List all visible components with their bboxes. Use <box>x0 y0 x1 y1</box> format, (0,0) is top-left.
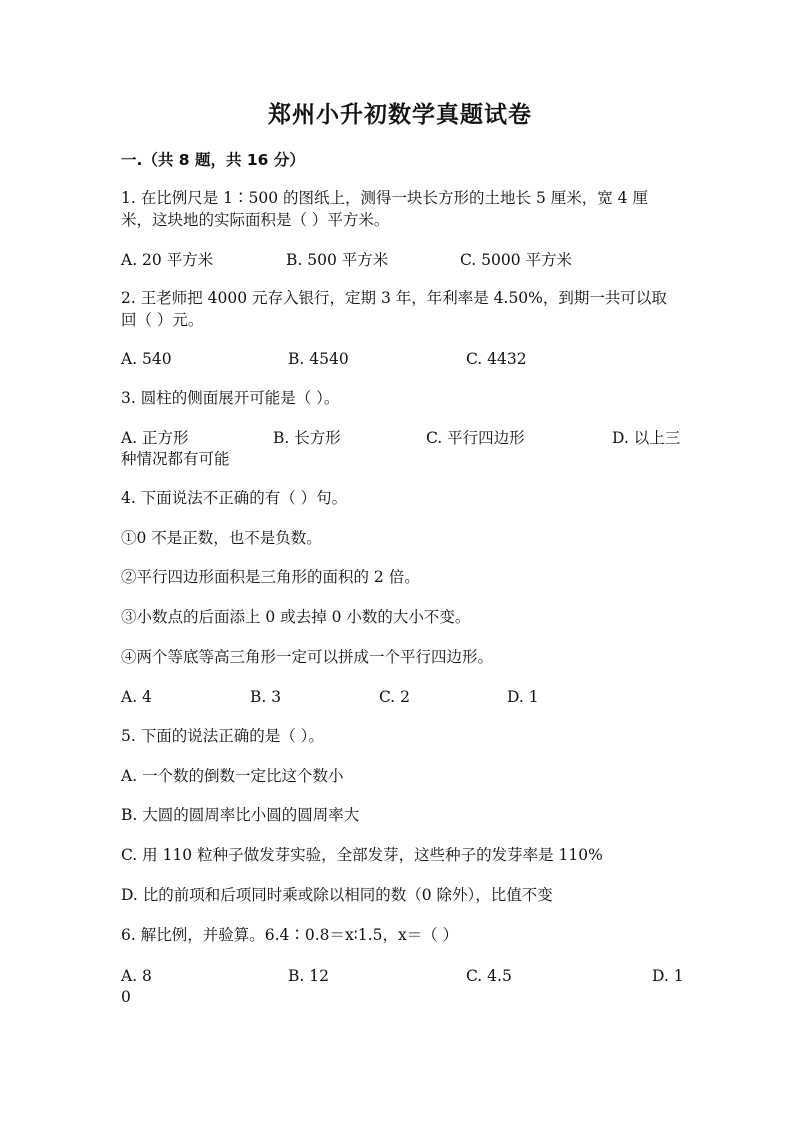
q5-option-c: C. 用 110 粒种子做发芽实验，全部发芽，这些种子的发芽率是 110% <box>121 846 603 864</box>
q4-option-d: D. 1 <box>507 688 539 706</box>
q1-option-a: A. 20 平方米 <box>121 251 214 269</box>
q6-option-d: D. 1 <box>652 967 684 985</box>
q3-option-c: C. 平行四边形 <box>426 429 525 447</box>
q1-option-b: B. 500 平方米 <box>286 251 389 269</box>
q6-option-c: C. 4.5 <box>466 967 512 985</box>
q4-statement-4: ④两个等底等高三角形一定可以拼成一个平行四边形。 <box>121 648 494 666</box>
q2-text-line2: 回（ ）元。 <box>121 311 204 329</box>
q2-text-line1: 2. 王老师把 4000 元存入银行，定期 3 年，年利率是 4.50%，到期一共可以取 <box>121 289 667 307</box>
q1-text-line2: 米，这块地的实际面积是（ ）平方米。 <box>121 211 390 229</box>
q6-text: 6. 解比例，并验算。6.4∶0.8＝x∶1.5，x＝（ ） <box>121 926 459 944</box>
q6-option-a: A. 8 <box>121 967 152 985</box>
q4-option-b: B. 3 <box>250 688 282 706</box>
q5-option-a: A. 一个数的倒数一定比这个数小 <box>121 767 344 785</box>
q3-option-a: A. 正方形 <box>121 429 189 447</box>
q2-option-c: C. 4432 <box>466 350 527 368</box>
q5-text: 5. 下面的说法正确的是（ ）。 <box>121 727 324 745</box>
q4-statement-3: ③小数点的后面添上 0 或去掉 0 小数的大小不变。 <box>121 608 471 626</box>
q1-option-c: C. 5000 平方米 <box>460 251 573 269</box>
q4-text: 4. 下面说法不正确的有（ ）句。 <box>121 489 348 507</box>
q2-option-a: A. 540 <box>121 350 172 368</box>
page-title: 郑州小升初数学真题试卷 <box>268 102 532 128</box>
q6-option-d-wrap: 0 <box>121 988 131 1006</box>
q3-option-d: D. 以上三 <box>612 429 681 447</box>
q4-option-a: A. 4 <box>121 688 152 706</box>
q1-text-line1: 1. 在比例尺是 1∶500 的图纸上，测得一块长方形的土地长 5 厘米，宽 4 厘 <box>121 189 648 207</box>
q5-option-b: B. 大圆的圆周率比小圆的圆周率大 <box>121 806 360 824</box>
q4-option-c: C. 2 <box>379 688 411 706</box>
q3-option-d-wrap: 种情况都有可能 <box>121 450 230 468</box>
q4-statement-1: ①0 不是正数，也不是负数。 <box>121 529 322 547</box>
q5-option-d: D. 比的前项和后项同时乘或除以相同的数（0 除外），比值不变 <box>121 886 553 904</box>
q3-text: 3. 圆柱的侧面展开可能是（ ）。 <box>121 389 340 407</box>
q3-option-b: B. 长方形 <box>273 429 341 447</box>
q2-option-b: B. 4540 <box>288 350 349 368</box>
section-heading: 一.（共 8 题，共 16 分） <box>121 151 305 169</box>
q6-option-b: B. 12 <box>288 967 329 985</box>
q4-statement-2: ②平行四边形面积是三角形的面积的 2 倍。 <box>121 568 420 586</box>
